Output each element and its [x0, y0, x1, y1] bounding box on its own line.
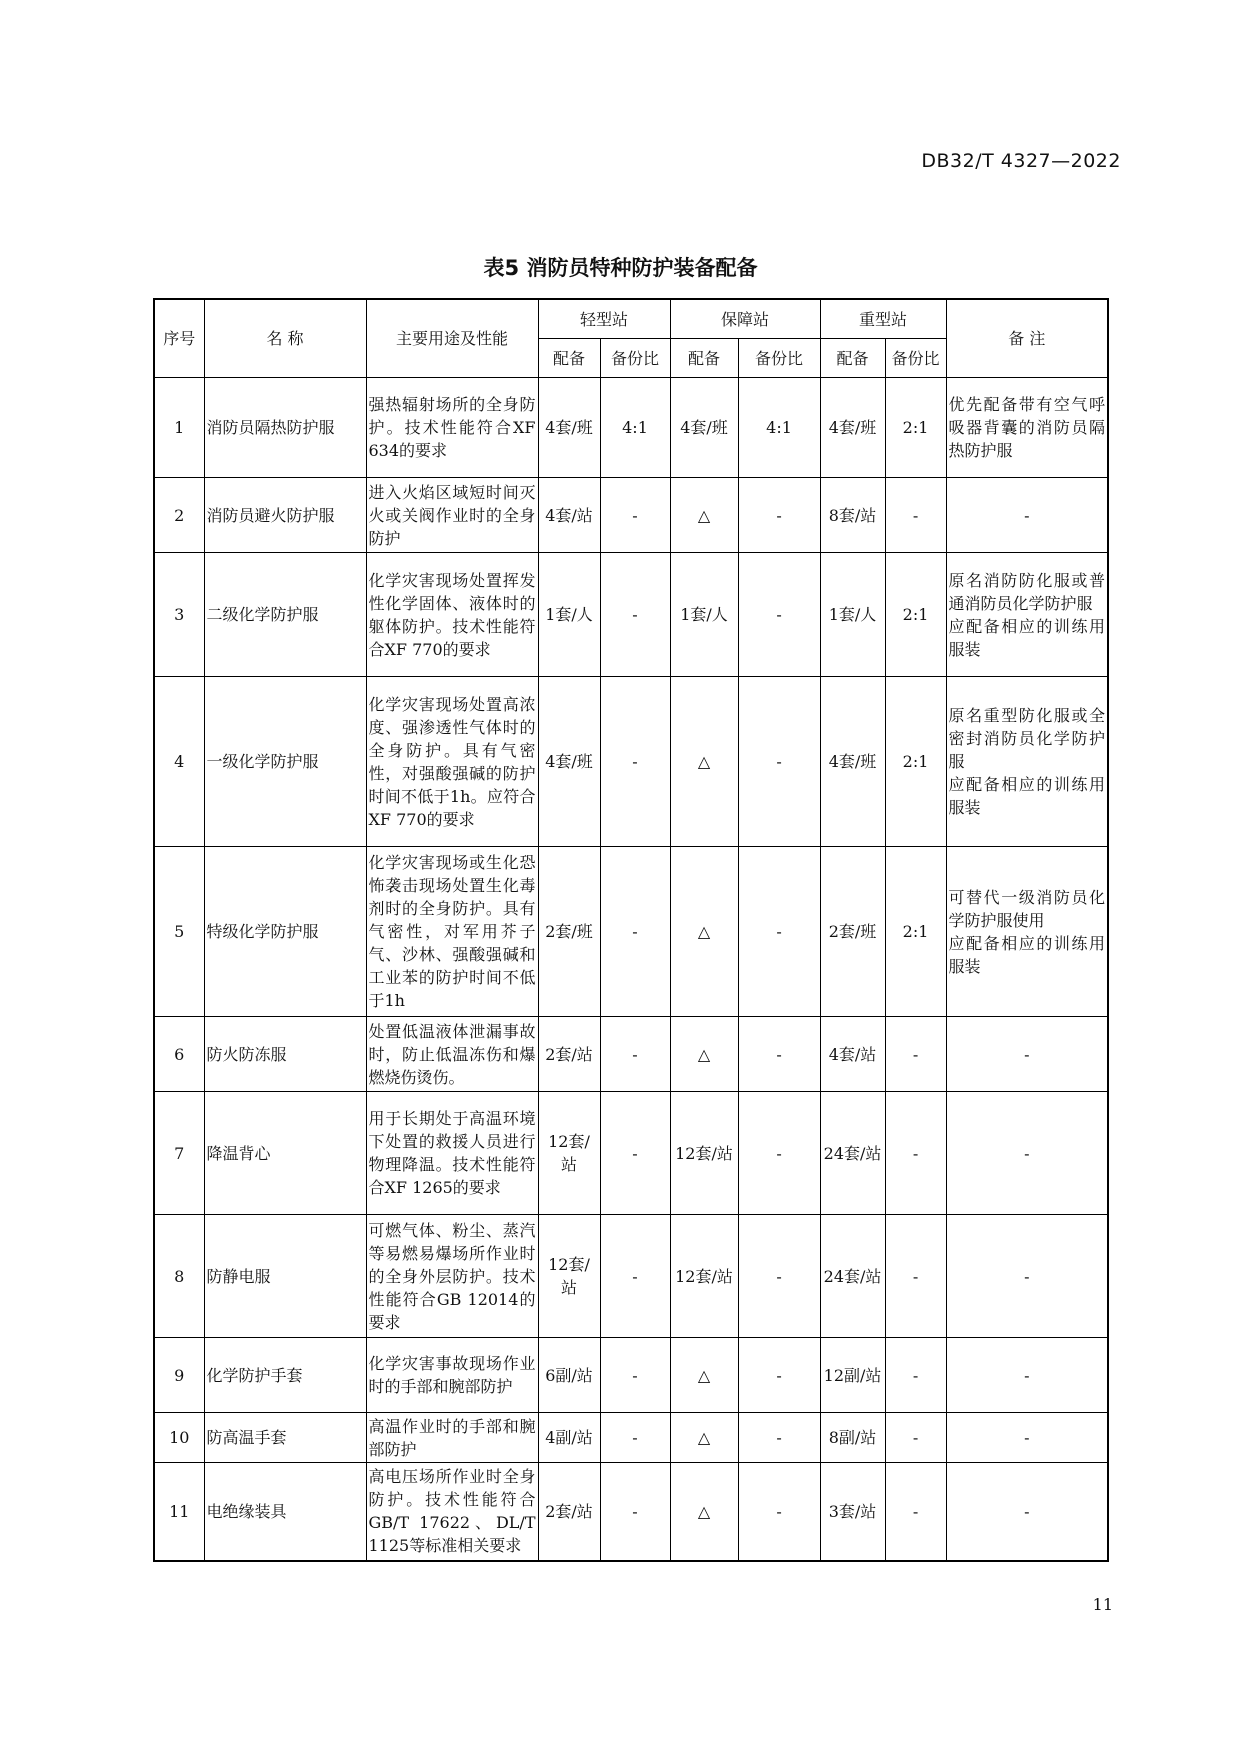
cell-note: 原名重型防化服或全密封消防员化学防护服 应配备相应的训练用服装 [946, 677, 1108, 847]
cell-heavy-config: 1套/人 [820, 553, 885, 677]
cell-support-ratio: - [738, 1092, 820, 1215]
cell-heavy-ratio: 2:1 [885, 378, 946, 478]
cell-note: 可替代一级消防员化学防护服使用 应配备相应的训练用服装 [946, 847, 1108, 1017]
cell-support-config: △ [670, 1017, 738, 1092]
cell-light-config: 4副/站 [538, 1413, 600, 1463]
table-row [154, 1463, 1108, 1561]
header-light-ratio: 备份比 [600, 339, 670, 378]
cell-light-config: 12套/站 [538, 1092, 600, 1215]
cell-seq: 4 [154, 677, 204, 847]
cell-seq: 8 [154, 1215, 204, 1338]
cell-seq: 5 [154, 847, 204, 1017]
table-row [154, 1413, 1108, 1463]
cell-usage: 化学灾害事故现场作业时的手部和腕部防护 [366, 1338, 538, 1413]
cell-support-ratio: - [738, 677, 820, 847]
cell-heavy-config: 4套/班 [820, 677, 885, 847]
table-row [154, 677, 1108, 847]
cell-usage: 化学灾害现场处置挥发性化学固体、液体时的躯体防护。技术性能符合XF 770的要求 [366, 553, 538, 677]
cell-usage: 可燃气体、粉尘、蒸汽等易燃易爆场所作业时的全身外层防护。技术性能符合GB 12014的要求 [366, 1215, 538, 1338]
cell-light-ratio: - [600, 1463, 670, 1561]
cell-light-config: 1套/人 [538, 553, 600, 677]
cell-heavy-ratio: - [885, 1463, 946, 1561]
cell-name: 特级化学防护服 [204, 847, 366, 1017]
header-heavy-ratio: 备份比 [885, 339, 946, 378]
cell-support-ratio: - [738, 847, 820, 1017]
cell-seq: 11 [154, 1463, 204, 1561]
cell-light-ratio: - [600, 1413, 670, 1463]
cell-usage: 化学灾害现场或生化恐怖袭击现场处置生化毒剂时的全身防护。具有气密性，对军用芥子气、沙林、强酸强碱和工业苯的防护时间不低于1h [366, 847, 538, 1017]
cell-usage: 化学灾害现场处置高浓度、强渗透性气体时的全身防护。具有气密性，对强酸强碱的防护时间不低于1h。应符合XF 770的要求 [366, 677, 538, 847]
cell-heavy-ratio: 2:1 [885, 847, 946, 1017]
table-row [154, 1215, 1108, 1338]
table-row [154, 1338, 1108, 1413]
cell-usage: 进入火焰区域短时间灭火或关阀作业时的全身防护 [366, 478, 538, 553]
header-heavy-config: 配备 [820, 339, 885, 378]
cell-light-config: 2套/班 [538, 847, 600, 1017]
cell-light-ratio: 4:1 [600, 378, 670, 478]
header-light-station: 轻型站 [538, 299, 670, 339]
cell-note: - [946, 1215, 1108, 1338]
cell-usage: 高电压场所作业时全身防护。技术性能符合GB/T 17622、DL/T 1125等标准相关要求 [366, 1463, 538, 1561]
cell-support-config: 12套/站 [670, 1092, 738, 1215]
cell-name: 消防员隔热防护服 [204, 378, 366, 478]
cell-heavy-config: 2套/班 [820, 847, 885, 1017]
cell-heavy-ratio: - [885, 478, 946, 553]
cell-light-ratio: - [600, 553, 670, 677]
cell-light-config: 4套/站 [538, 478, 600, 553]
cell-support-config: △ [670, 1463, 738, 1561]
header-heavy-station: 重型站 [820, 299, 946, 339]
cell-support-ratio: - [738, 1413, 820, 1463]
cell-heavy-ratio: - [885, 1413, 946, 1463]
cell-usage: 高温作业时的手部和腕部防护 [366, 1413, 538, 1463]
cell-seq: 7 [154, 1092, 204, 1215]
cell-name: 电绝缘装具 [204, 1463, 366, 1561]
cell-light-ratio: - [600, 847, 670, 1017]
document-code: DB32/T 4327—2022 [921, 150, 1121, 172]
cell-note: - [946, 1413, 1108, 1463]
cell-name: 一级化学防护服 [204, 677, 366, 847]
cell-support-config: △ [670, 478, 738, 553]
table-row [154, 553, 1108, 677]
cell-support-ratio: - [738, 1338, 820, 1413]
cell-support-config: △ [670, 1413, 738, 1463]
cell-support-ratio: - [738, 1215, 820, 1338]
cell-heavy-config: 4套/站 [820, 1017, 885, 1092]
cell-light-config: 6副/站 [538, 1338, 600, 1413]
cell-light-config: 2套/站 [538, 1017, 600, 1092]
cell-heavy-ratio: - [885, 1092, 946, 1215]
cell-seq: 9 [154, 1338, 204, 1413]
cell-heavy-config: 24套/站 [820, 1092, 885, 1215]
cell-support-ratio: - [738, 478, 820, 553]
cell-light-ratio: - [600, 1017, 670, 1092]
cell-note: - [946, 1463, 1108, 1561]
cell-support-ratio: - [738, 553, 820, 677]
cell-heavy-ratio: 2:1 [885, 677, 946, 847]
cell-light-ratio: - [600, 1338, 670, 1413]
cell-note: - [946, 1338, 1108, 1413]
cell-heavy-config: 8套/站 [820, 478, 885, 553]
cell-seq: 10 [154, 1413, 204, 1463]
header-usage: 主要用途及性能 [366, 299, 538, 378]
cell-light-ratio: - [600, 478, 670, 553]
header-note: 备 注 [946, 299, 1108, 378]
cell-seq: 2 [154, 478, 204, 553]
table-title: 表5 消防员特种防护装备配备 [483, 256, 758, 280]
cell-light-ratio: - [600, 1092, 670, 1215]
cell-seq: 6 [154, 1017, 204, 1092]
cell-note: 原名消防防化服或普通消防员化学防护服 应配备相应的训练用服装 [946, 553, 1108, 677]
cell-support-config: 4套/班 [670, 378, 738, 478]
header-support-config: 配备 [670, 339, 738, 378]
cell-note: 优先配备带有空气呼吸器背囊的消防员隔热防护服 [946, 378, 1108, 478]
header-name: 名 称 [204, 299, 366, 378]
cell-note: - [946, 478, 1108, 553]
cell-seq: 1 [154, 378, 204, 478]
cell-heavy-ratio: - [885, 1215, 946, 1338]
cell-heavy-config: 8副/站 [820, 1413, 885, 1463]
cell-note: - [946, 1092, 1108, 1215]
cell-light-ratio: - [600, 1215, 670, 1338]
cell-heavy-ratio: 2:1 [885, 553, 946, 677]
cell-name: 化学防护手套 [204, 1338, 366, 1413]
equipment-table [153, 298, 1109, 1562]
cell-light-config: 2套/站 [538, 1463, 600, 1561]
table-row [154, 1092, 1108, 1215]
cell-support-config: △ [670, 847, 738, 1017]
cell-support-ratio: - [738, 1463, 820, 1561]
table-header [154, 299, 1108, 378]
cell-heavy-config: 4套/班 [820, 378, 885, 478]
cell-support-config: △ [670, 677, 738, 847]
cell-usage: 用于长期处于高温环境下处置的救援人员进行物理降温。技术性能符合XF 1265的要求 [366, 1092, 538, 1215]
cell-light-config: 4套/班 [538, 677, 600, 847]
header-support-ratio: 备份比 [738, 339, 820, 378]
cell-light-config: 12套/站 [538, 1215, 600, 1338]
cell-heavy-ratio: - [885, 1338, 946, 1413]
cell-support-config: 1套/人 [670, 553, 738, 677]
cell-name: 降温背心 [204, 1092, 366, 1215]
cell-support-config: △ [670, 1338, 738, 1413]
cell-heavy-config: 12副/站 [820, 1338, 885, 1413]
table-row [154, 847, 1108, 1017]
cell-light-ratio: - [600, 677, 670, 847]
cell-name: 二级化学防护服 [204, 553, 366, 677]
cell-note: - [946, 1017, 1108, 1092]
cell-support-ratio: - [738, 1017, 820, 1092]
header-light-config: 配备 [538, 339, 600, 378]
cell-heavy-ratio: - [885, 1017, 946, 1092]
cell-heavy-config: 3套/站 [820, 1463, 885, 1561]
table-row [154, 378, 1108, 478]
table-row [154, 478, 1108, 553]
cell-light-config: 4套/班 [538, 378, 600, 478]
table-row [154, 1017, 1108, 1092]
table-body [154, 378, 1108, 1561]
cell-name: 防高温手套 [204, 1413, 366, 1463]
cell-name: 防火防冻服 [204, 1017, 366, 1092]
cell-seq: 3 [154, 553, 204, 677]
cell-usage: 处置低温液体泄漏事故时，防止低温冻伤和爆燃烧伤烫伤。 [366, 1017, 538, 1092]
header-seq: 序号 [154, 299, 204, 378]
cell-name: 消防员避火防护服 [204, 478, 366, 553]
page-number: 11 [1092, 1595, 1113, 1614]
cell-usage: 强热辐射场所的全身防护。技术性能符合XF 634的要求 [366, 378, 538, 478]
header-support-station: 保障站 [670, 299, 820, 339]
cell-support-config: 12套/站 [670, 1215, 738, 1338]
cell-support-ratio: 4:1 [738, 378, 820, 478]
cell-name: 防静电服 [204, 1215, 366, 1338]
cell-heavy-config: 24套/站 [820, 1215, 885, 1338]
